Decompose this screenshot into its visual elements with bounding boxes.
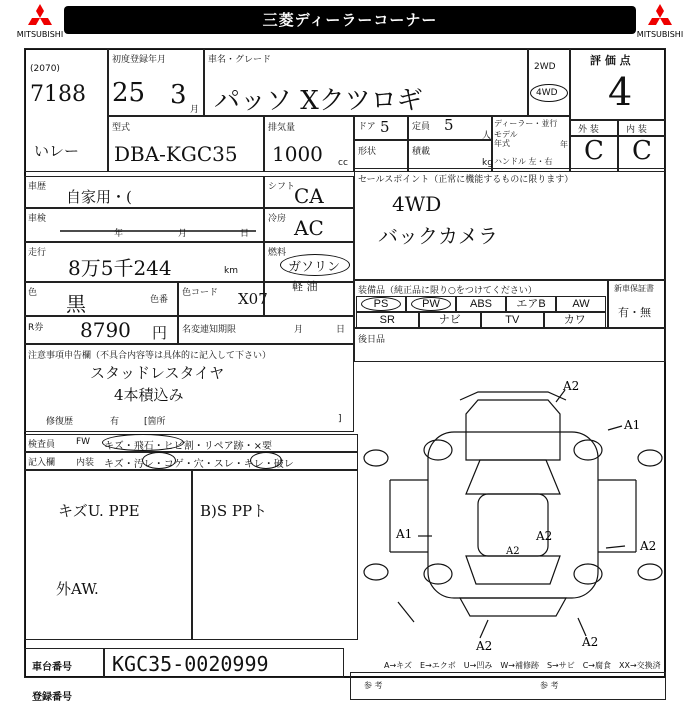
chassis-label: 車台番号 [32,662,72,673]
model-year-label: モデル 年式 [494,130,518,148]
drive-cell [528,48,570,116]
equipment-item: SR [356,312,419,328]
equipment-item: ABS [456,296,506,312]
equipment-circle [411,297,451,311]
load-unit: kg [482,158,493,168]
color-label: 色 [28,288,38,298]
recycle-value: 8790 [80,318,131,342]
score-label: 評 価 点 [590,54,631,67]
displacement-unit: cc [338,158,348,168]
equipment-row-2 [356,312,606,328]
fuel-label: 燃料 [268,248,287,258]
first-reg-month: 3 [170,80,187,110]
rear-seat-cell [354,328,666,362]
inspection-day: 日 [240,229,250,239]
notes-line-1: スタッドレスタイヤ [90,364,225,382]
registration-label: 登録番号 [32,692,72,703]
chassis-value: KGC35-0020999 [112,652,269,676]
hand-note-left-2: 外AW. [56,580,99,598]
hand-notes-right [192,470,358,640]
usage-cell [24,176,264,208]
recycle-label: R券 [28,323,44,333]
mileage-unit: km [224,266,238,276]
fuel-option: 軽 油 [292,280,318,293]
checker-fw-label: FW [76,437,91,447]
equipment-label: 装備品（純正品に限り○をつけてください） [358,286,537,296]
checker-note-label: 記入欄 [28,458,56,468]
exterior-grade: C [584,136,604,166]
color-code-label-2: 色コード [182,288,219,298]
inspection-strike-line [60,228,260,234]
page-title: 三菱ディーラーコーナー [262,11,438,29]
interior-label: 内 装 [626,125,647,135]
warranty-label: 新車保証書 [614,284,654,293]
notes-label: 注意事項申告欄（不具合内容等は具体的に記入して下さい） [28,351,272,361]
model-code-label: 型式 [112,123,131,133]
equipment-item: エアB [506,296,556,312]
repair-label: 修復歴 [46,417,74,427]
repair-where: [箇所 [144,417,166,427]
bottom-ref-right: 参 考 [540,681,559,690]
equipment-item: PS [356,296,406,312]
diagram-mark-3: A2 [536,529,553,543]
lot-number: 7188 [30,82,86,107]
diagram-mark-0: A2 [563,379,580,393]
checker-label: 検査員 [28,440,56,450]
capacity-label: 定員 [412,122,431,132]
equipment-item: PW [406,296,456,312]
model-name-label: 車名・グレード [208,55,272,65]
fuel-extra-cell [264,282,354,316]
diagram-mark-5: A2 [640,539,657,553]
color-value: 黒 [66,292,86,316]
mitsubishi-logo-icon [644,4,676,30]
notes-line-2: 4本積込み [114,386,184,404]
model-name-value: パッソ Xクツロギ [214,86,423,116]
hand-notes-left [24,470,192,640]
doors-value: 5 [380,118,390,136]
dealer-label: ディーラー・並行 [494,119,558,128]
displacement-label: 排気量 [268,123,296,133]
usage-label: 車歴 [28,182,47,192]
inspection-cell [24,208,264,242]
color-code-label: 色番 [150,295,169,305]
first-reg-label: 初度登録年月 [112,55,167,65]
diagram-mark-7: A2 [582,635,599,649]
checker-fw-items: キズ・飛石・ヒビ割・リペア跡・×要 [104,441,272,452]
damage-legend: A→キズ E→エクボ U→凹み W→補修跡 S→サビ C→腐食 XX→交換済 [384,661,661,670]
logo-caption-left: MITSUBISHI [16,30,64,39]
name-change-label: 名変連知期限 [182,325,237,335]
mitsubishi-logo-icon [24,4,56,30]
repair-have: 有 [110,417,120,427]
lot-note: いレー [34,142,80,160]
load-label: 積載 [412,147,431,157]
diagram-mark-1: A1 [624,418,641,432]
fuel-value: ガソリン [288,260,341,275]
name-change-month: 月 [294,325,304,335]
drive-2wd: 2WD [534,62,556,72]
model-year-suffix: 年 [560,140,568,149]
repair-close: ] [338,414,342,424]
exterior-label: 外 装 [578,125,599,135]
equipment-row-1 [356,296,606,312]
shift-value: CA [294,184,324,208]
sale-point-2: バックカメラ [378,224,498,248]
doors-label: ドア [358,122,376,132]
lot-prefix: (2070) [30,64,60,74]
shift-label: シフト [268,182,296,192]
capacity-value: 5 [444,116,454,134]
handle-label: ハンドル 左・右 [494,157,553,166]
shape-label: 形状 [358,147,377,157]
model-code-value: DBA-KGC35 [114,142,238,166]
warranty-value: 有・無 [618,306,651,319]
sale-points-label: セールスポイント（正常に機能するものに限ります） [358,175,574,185]
hand-note-left-1: キズU. PPE [58,502,140,520]
diagram-mark-2: A1 [396,527,413,541]
sale-point-1: 4WD [392,192,442,216]
bottom-ref-cell [350,672,666,700]
car-damage-diagram [360,370,666,660]
inspection-year: 年 [114,229,124,239]
aircon-value: AC [294,216,324,240]
in-circle-wear [250,452,282,469]
bottom-ref-left: 参 考 [364,681,383,690]
checker-in-items: キズ・汚レ・コゲ・穴・スレ・キレ・破レ [104,459,294,470]
first-reg-year: 25 [112,78,146,108]
logo-caption-right: MITSUBISHI [636,30,684,39]
mileage-label: 走行 [28,248,47,258]
diagram-mark-4: A2 [506,546,520,557]
aircon-label: 冷房 [268,214,287,224]
equipment-item: AW [556,296,606,312]
color-code-value: X07 [238,290,268,308]
name-change-day: 日 [336,325,346,335]
checker-in-label: 内装 [76,458,95,468]
equipment-item: カワ [544,312,607,328]
in-circle-dirt [142,452,176,469]
fw-circle-scratch-chip [102,434,184,451]
first-reg-month-suffix: 月 [190,105,200,115]
equipment-item: ナビ [419,312,482,328]
displacement-value: 1000 [272,142,323,166]
score-value: 4 [608,70,633,114]
hand-note-right-1: B)S PPト [200,502,268,520]
rear-seat-label: 後日品 [358,335,386,345]
diagram-mark-6: A2 [476,639,493,653]
inspection-label: 車検 [28,214,47,224]
usage-value: 自家用・( [66,188,132,206]
equipment-item: TV [481,312,544,328]
capacity-unit: 人 [482,131,492,141]
drive-4wd: 4WD [536,88,558,98]
equipment-circle [361,297,401,311]
recycle-unit: 円 [152,324,168,342]
interior-grade: C [632,136,652,166]
inspection-month: 月 [178,229,188,239]
mileage-value: 8万5千244 [68,256,172,280]
